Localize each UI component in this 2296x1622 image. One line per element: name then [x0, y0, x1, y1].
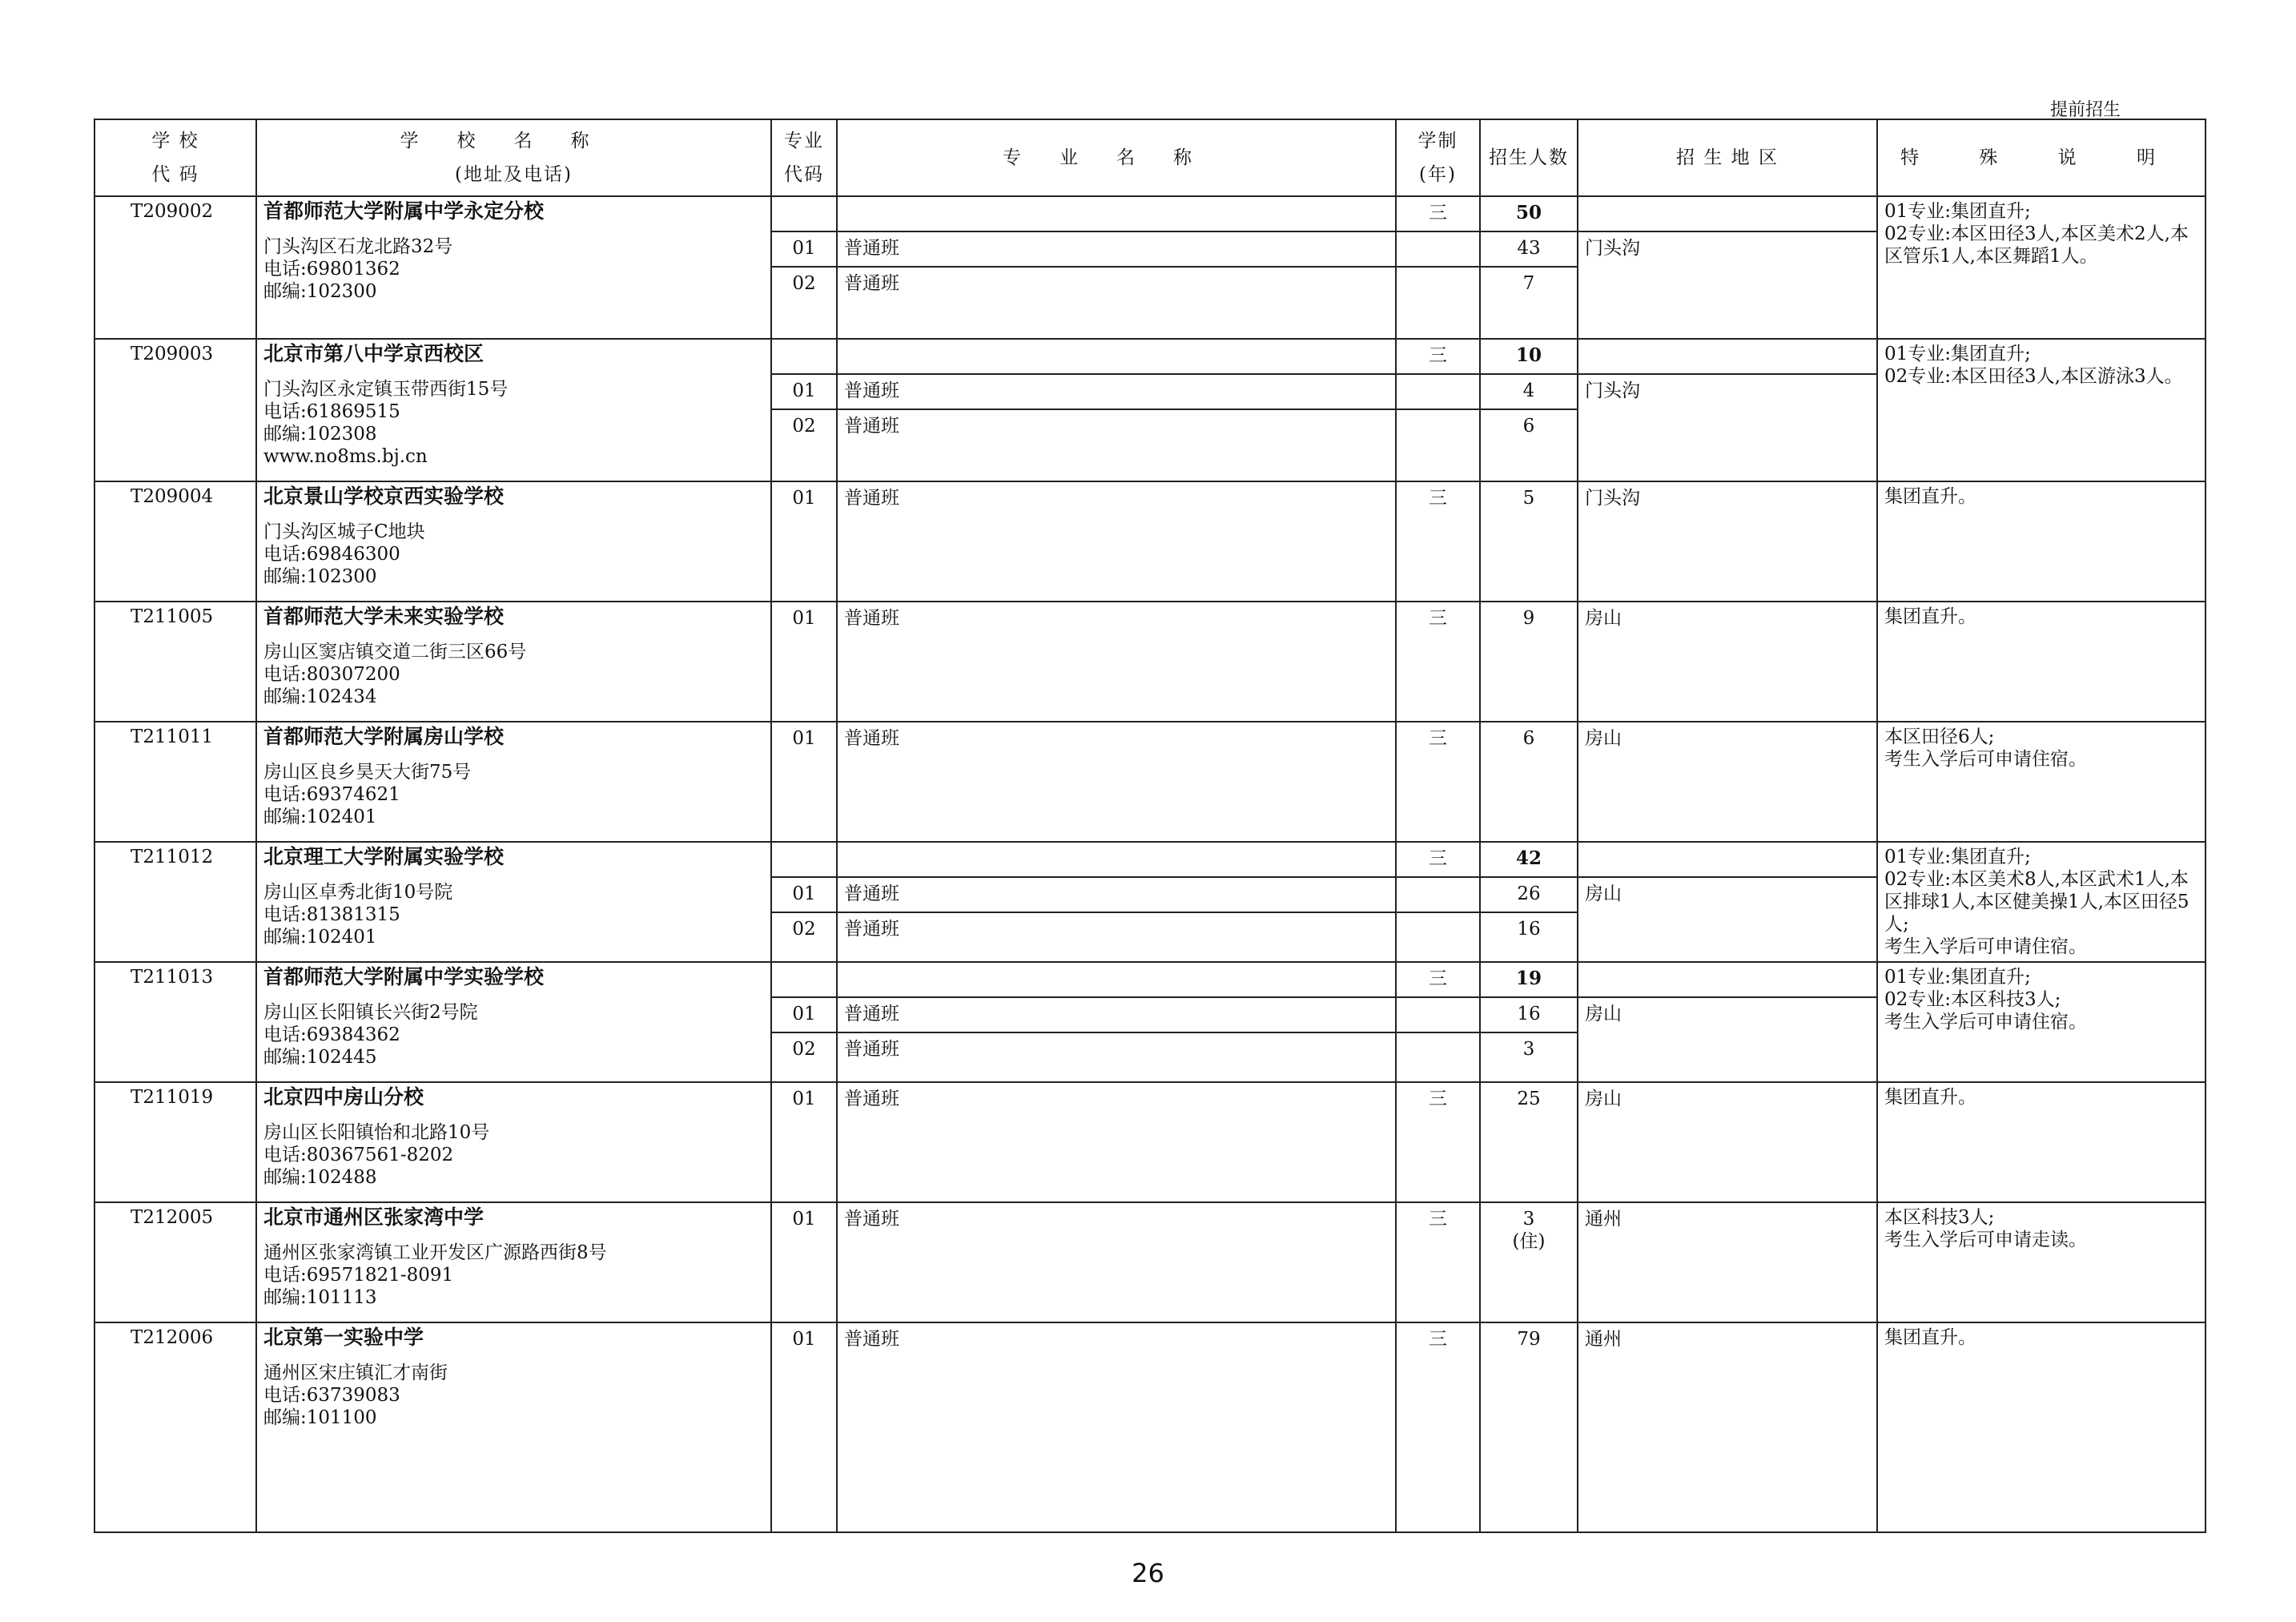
school-row: [94, 1202, 2206, 1322]
special-note-line: 01专业:集团直升;: [1884, 847, 2031, 867]
major-code: 01: [771, 374, 837, 409]
special-notes-cell: [1877, 1202, 2206, 1322]
school-row: [94, 722, 2206, 842]
major-name: 普通班: [837, 722, 1396, 842]
special-notes-cell: [1877, 481, 2206, 602]
enrollment-count-note: (住): [1512, 1231, 1546, 1252]
school-address-line: 邮编:102445: [263, 1047, 377, 1068]
special-note-line: 02专业:本区田径3人,本区游泳3人。: [1884, 366, 2183, 387]
major-code: 01: [771, 877, 837, 912]
school-code: T209004: [94, 481, 256, 602]
region: 通州: [1578, 1202, 1877, 1322]
duration: 三: [1396, 962, 1480, 997]
school-address-line: 房山区卓秀北街10号院: [263, 882, 453, 903]
duration-empty: [1396, 409, 1480, 481]
duration-empty: [1396, 231, 1480, 267]
duration: 三: [1396, 1082, 1480, 1202]
school-address-line: 门头沟区城子C地块: [263, 521, 425, 542]
major-code: 01: [771, 602, 837, 722]
special-notes-cell: [1877, 722, 2206, 842]
special-note-line: 02专业:本区科技3人;: [1884, 989, 2061, 1010]
enrollment-count: 43: [1480, 231, 1578, 267]
enrollment-count-cell: [1480, 481, 1578, 602]
school-name: 首都师范大学未来实验学校: [263, 605, 505, 628]
school-address-line: 邮编:101113: [263, 1287, 377, 1308]
special-note-line: 考生入学后可申请住宿。: [1884, 936, 2087, 957]
enrollment-total: 19: [1480, 962, 1578, 997]
major-name: 普通班: [837, 877, 1396, 912]
school-name: 首都师范大学附属中学永定分校: [263, 199, 545, 223]
special-note-line: 集团直升。: [1884, 606, 1976, 627]
major-name: 普通班: [837, 374, 1396, 409]
enrollment-count: 9: [1522, 608, 1535, 629]
region-empty: [1578, 196, 1877, 231]
special-note-line: 本区科技3人;: [1884, 1207, 1995, 1228]
school-address-line: 房山区窦店镇交道二街三区66号: [263, 642, 527, 662]
enrollment-count: 26: [1480, 877, 1578, 912]
enrollment-count-cell: [1480, 1202, 1578, 1322]
school-info-cell: [256, 1082, 771, 1202]
region-empty: [1578, 339, 1877, 374]
enrollment-count: 5: [1522, 488, 1535, 509]
major-code: 01: [771, 1082, 837, 1202]
enrollment-count-cell: [1480, 722, 1578, 842]
school-address-line: 电话:63739083: [263, 1385, 400, 1406]
school-code: T211005: [94, 602, 256, 722]
school-address-line: 房山区长阳镇怡和北路10号: [263, 1122, 490, 1143]
school-code: T212006: [94, 1322, 256, 1532]
special-note-line: 02专业:本区美术8人,本区武术1人,本区排球1人,本区健美操1人,本区田径5人;: [1884, 869, 2189, 935]
region-empty: [1578, 962, 1877, 997]
school-code: T211013: [94, 962, 256, 1082]
major-name: 普通班: [837, 481, 1396, 602]
major-code-empty: [771, 962, 837, 997]
header-enrollment: 招生人数: [1480, 119, 1578, 196]
school-summary-row: [94, 339, 2206, 374]
major-code: 02: [771, 267, 837, 339]
duration-empty: [1396, 1032, 1480, 1082]
region: 房山: [1578, 997, 1877, 1082]
school-code: T209003: [94, 339, 256, 481]
duration-empty: [1396, 374, 1480, 409]
duration: 三: [1396, 842, 1480, 877]
enrollment-count: 6: [1522, 728, 1535, 749]
special-note-line: 集团直升。: [1884, 1087, 1976, 1108]
school-address-line: 门头沟区永定镇玉带西街15号: [263, 379, 509, 400]
major-name: 普通班: [837, 602, 1396, 722]
special-note-line: 集团直升。: [1884, 1327, 1976, 1348]
special-notes-cell: [1877, 962, 2206, 1082]
major-name: 普通班: [837, 267, 1396, 339]
school-code: T211012: [94, 842, 256, 962]
school-address-line: 电话:69384362: [263, 1024, 400, 1045]
special-notes-cell: [1877, 1082, 2206, 1202]
major-code-empty: [771, 339, 837, 374]
region: 门头沟: [1578, 374, 1877, 481]
school-code: T212005: [94, 1202, 256, 1322]
major-name: 普通班: [837, 409, 1396, 481]
school-summary-row: [94, 196, 2206, 231]
header-region: 招 生 地 区: [1578, 119, 1877, 196]
school-address-line: 电话:80307200: [263, 664, 400, 685]
special-notes-cell: [1877, 602, 2206, 722]
header-duration: 学制 (年): [1396, 119, 1480, 196]
duration-empty: [1396, 912, 1480, 962]
school-info-cell: [256, 339, 771, 481]
enrollment-total: 50: [1480, 196, 1578, 231]
school-info-cell: [256, 481, 771, 602]
section-label: 提前招生: [2050, 100, 2121, 120]
region: 房山: [1578, 1082, 1877, 1202]
major-code: 01: [771, 997, 837, 1032]
school-address-line: 电话:69801362: [263, 259, 400, 280]
duration: 三: [1396, 602, 1480, 722]
region: 房山: [1578, 722, 1877, 842]
school-address-line: 电话:81381315: [263, 904, 400, 925]
special-note-line: 集团直升。: [1884, 486, 1976, 507]
special-notes-cell: [1877, 1322, 2206, 1532]
special-note-line: 01专业:集团直升;: [1884, 201, 2031, 222]
school-row: [94, 481, 2206, 602]
school-name: 北京市第八中学京西校区: [263, 342, 485, 365]
special-notes-cell: [1877, 196, 2206, 339]
school-address-line: 房山区良乡昊天大街75号: [263, 762, 472, 783]
major-name-empty: [837, 339, 1396, 374]
special-note-line: 考生入学后可申请住宿。: [1884, 1012, 2087, 1032]
school-address-line: 邮编:102401: [263, 927, 377, 948]
school-name: 首都师范大学附属中学实验学校: [263, 965, 545, 988]
major-code: 02: [771, 912, 837, 962]
duration: 三: [1396, 1322, 1480, 1532]
major-code: 02: [771, 1032, 837, 1082]
enrollment-count: 3: [1480, 1032, 1578, 1082]
school-info-cell: [256, 962, 771, 1082]
enrollment-count: 7: [1480, 267, 1578, 339]
major-code: 01: [771, 722, 837, 842]
region: 房山: [1578, 602, 1877, 722]
enrollment-total: 10: [1480, 339, 1578, 374]
school-code: T211011: [94, 722, 256, 842]
duration: 三: [1396, 339, 1480, 374]
school-info-cell: [256, 722, 771, 842]
table-header-row: [94, 119, 2206, 196]
enrollment-count-cell: [1480, 602, 1578, 722]
special-note-line: 本区田径6人;: [1884, 726, 1995, 747]
enrollment-table: [94, 119, 2206, 1533]
major-name-empty: [837, 962, 1396, 997]
school-address-line: 邮编:102401: [263, 807, 377, 827]
major-name: 普通班: [837, 231, 1396, 267]
enrollment-count-cell: [1480, 1082, 1578, 1202]
special-note-line: 02专业:本区田径3人,本区美术2人,本区管乐1人,本区舞蹈1人。: [1884, 223, 2189, 267]
enrollment-count: 25: [1517, 1089, 1541, 1109]
header-major-code: 专业 代码: [771, 119, 837, 196]
duration-empty: [1396, 997, 1480, 1032]
duration: 三: [1396, 1202, 1480, 1322]
special-notes-cell: [1877, 842, 2206, 962]
school-address-line: 邮编:102300: [263, 566, 377, 587]
region: 门头沟: [1578, 481, 1877, 602]
school-address-line: 邮编:101100: [263, 1407, 377, 1428]
school-summary-row: [94, 842, 2206, 877]
school-name: 北京市通州区张家湾中学: [263, 1205, 485, 1229]
special-note-line: 考生入学后可申请住宿。: [1884, 749, 2087, 770]
school-address-line: 电话:61869515: [263, 401, 400, 422]
school-address-line: 邮编:102434: [263, 686, 377, 707]
major-code: 01: [771, 481, 837, 602]
special-note-line: 考生入学后可申请走读。: [1884, 1230, 2087, 1250]
enrollment-count: 3: [1522, 1209, 1535, 1230]
major-name: 普通班: [837, 1202, 1396, 1322]
school-row: [94, 602, 2206, 722]
school-address-line: www.no8ms.bj.cn: [263, 446, 428, 467]
school-row: [94, 1082, 2206, 1202]
duration-empty: [1396, 877, 1480, 912]
school-address-line: 房山区长阳镇长兴街2号院: [263, 1002, 478, 1023]
enrollment-count: 6: [1480, 409, 1578, 481]
enrollment-count: 16: [1480, 912, 1578, 962]
major-name: 普通班: [837, 997, 1396, 1032]
enrollment-count: 16: [1480, 997, 1578, 1032]
duration: 三: [1396, 481, 1480, 602]
school-row: [94, 1322, 2206, 1532]
region: 房山: [1578, 877, 1877, 962]
school-address-line: 电话:69846300: [263, 544, 400, 565]
major-name-empty: [837, 196, 1396, 231]
region: 门头沟: [1578, 231, 1877, 339]
major-code: 01: [771, 1202, 837, 1322]
school-address-line: 邮编:102488: [263, 1167, 377, 1188]
school-address-line: 电话:69571821-8091: [263, 1265, 454, 1286]
region: 通州: [1578, 1322, 1877, 1532]
major-code-empty: [771, 196, 837, 231]
enrollment-count: 4: [1480, 374, 1578, 409]
header-major-name: 专业名称: [837, 119, 1396, 196]
major-name: 普通班: [837, 1082, 1396, 1202]
school-info-cell: [256, 842, 771, 962]
school-address-line: 电话:69374621: [263, 784, 400, 805]
enrollment-count-cell: [1480, 1322, 1578, 1532]
school-name: 北京第一实验中学: [263, 1326, 424, 1349]
school-address-line: 邮编:102300: [263, 281, 377, 302]
school-address-line: 通州区张家湾镇工业开发区广源路西街8号: [263, 1242, 607, 1263]
school-address-line: 通州区宋庄镇汇才南街: [263, 1362, 448, 1383]
special-notes-cell: [1877, 339, 2206, 481]
school-address-line: 门头沟区石龙北路32号: [263, 236, 453, 257]
special-note-line: 01专业:集团直升;: [1884, 344, 2031, 364]
school-name: 北京景山学校京西实验学校: [263, 485, 505, 508]
duration: 三: [1396, 722, 1480, 842]
major-name: 普通班: [837, 1322, 1396, 1532]
school-info-cell: [256, 1202, 771, 1322]
major-name: 普通班: [837, 912, 1396, 962]
enrollment-count: 79: [1517, 1329, 1541, 1350]
region-empty: [1578, 842, 1877, 877]
school-info-cell: [256, 602, 771, 722]
school-summary-row: [94, 962, 2206, 997]
major-code-empty: [771, 842, 837, 877]
school-name: 北京四中房山分校: [263, 1085, 424, 1109]
school-address-line: 电话:80367561-8202: [263, 1145, 454, 1165]
school-code: T211019: [94, 1082, 256, 1202]
major-name: 普通班: [837, 1032, 1396, 1082]
school-code: T209002: [94, 196, 256, 339]
header-school-code: 学 校 代 码: [94, 119, 256, 196]
major-code: 01: [771, 1322, 837, 1532]
school-name: 首都师范大学附属房山学校: [263, 725, 505, 748]
school-name: 北京理工大学附属实验学校: [263, 845, 505, 868]
school-info-cell: [256, 196, 771, 339]
major-code: 02: [771, 409, 837, 481]
major-code: 01: [771, 231, 837, 267]
school-address-line: 邮编:102308: [263, 424, 377, 445]
duration: 三: [1396, 196, 1480, 231]
page-number: 26: [1132, 1558, 1164, 1588]
special-note-line: 01专业:集团直升;: [1884, 967, 2031, 988]
major-name-empty: [837, 842, 1396, 877]
school-info-cell: [256, 1322, 771, 1532]
duration-empty: [1396, 267, 1480, 339]
header-notes: 特 殊 说 明: [1877, 119, 2206, 196]
enrollment-total: 42: [1480, 842, 1578, 877]
header-school-name: 学校名称 (地址及电话): [256, 119, 771, 196]
